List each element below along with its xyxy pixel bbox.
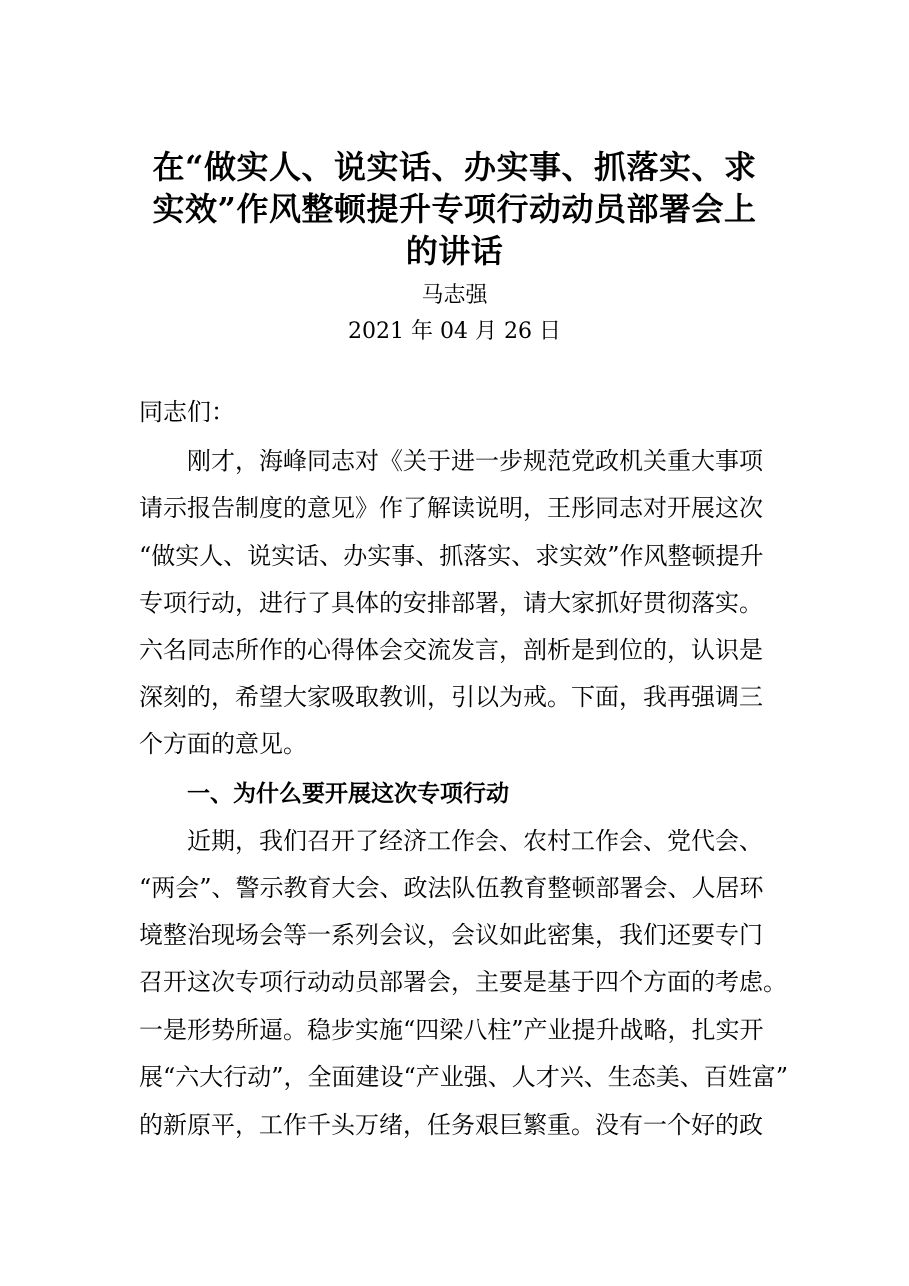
title-line-1: 在“做实人、说实话、办实事、抓落实、求 (152, 148, 757, 186)
author-name: 马志强 (421, 283, 488, 308)
paragraph-2-line-2: “两会”、警示教育大会、政法队伍教育整顿部署会、人居环 (139, 874, 764, 902)
paragraph-1-line-3: “做实人、说实话、办实事、抓落实、求实效”作风整顿提升 (139, 542, 764, 570)
title-line-3: 的讲话 (405, 232, 504, 270)
title-line-2: 实效”作风整顿提升专项行动动员部署会上 (152, 190, 757, 228)
paragraph-1-line-7: 个方面的意见。 (139, 730, 307, 758)
paragraph-1-line-4: 专项行动，进行了具体的安排部署，请大家抓好贯彻落实。 (139, 589, 763, 617)
paragraph-1-line-6: 深刻的，希望大家吸取教训，引以为戒。下面，我再强调三 (139, 683, 763, 711)
paragraph-1-line-1: 刚才，海峰同志对《关于进一步规范党政机关重大事项 (187, 447, 763, 475)
paragraph-2-line-5: 一是形势所逼。稳步实施“四梁八柱”产业提升战略，扎实开 (139, 1016, 764, 1044)
paragraph-2-line-7: 的新原平，工作千头万绪，任务艰巨繁重。没有一个好的政 (139, 1111, 763, 1139)
paragraph-2-line-3: 境整治现场会等一系列会议，会议如此密集，我们还要专门 (139, 921, 763, 949)
document-title (130, 146, 779, 272)
speech-date: 2021 年 04 月 26 日 (348, 319, 561, 344)
salutation: 同志们： (139, 398, 235, 426)
paragraph-1-line-2: 请示报告制度的意见》作了解读说明，王彤同志对开展这次 (139, 494, 763, 522)
paragraph-2-line-1: 近期，我们召开了经济工作会、农村工作会、党代会、 (187, 827, 763, 855)
paragraph-2-line-4: 召开这次专项行动动员部署会，主要是基于四个方面的考虑。 (139, 968, 787, 996)
section-1-heading: 一、为什么要开展这次专项行动 (187, 781, 509, 807)
paragraph-2-line-6: 展“六大行动”，全面建设“产业强、人才兴、生态美、百姓富” (139, 1063, 789, 1091)
paragraph-1-line-5: 六名同志所作的心得体会交流发言，剖析是到位的，认识是 (139, 636, 763, 664)
